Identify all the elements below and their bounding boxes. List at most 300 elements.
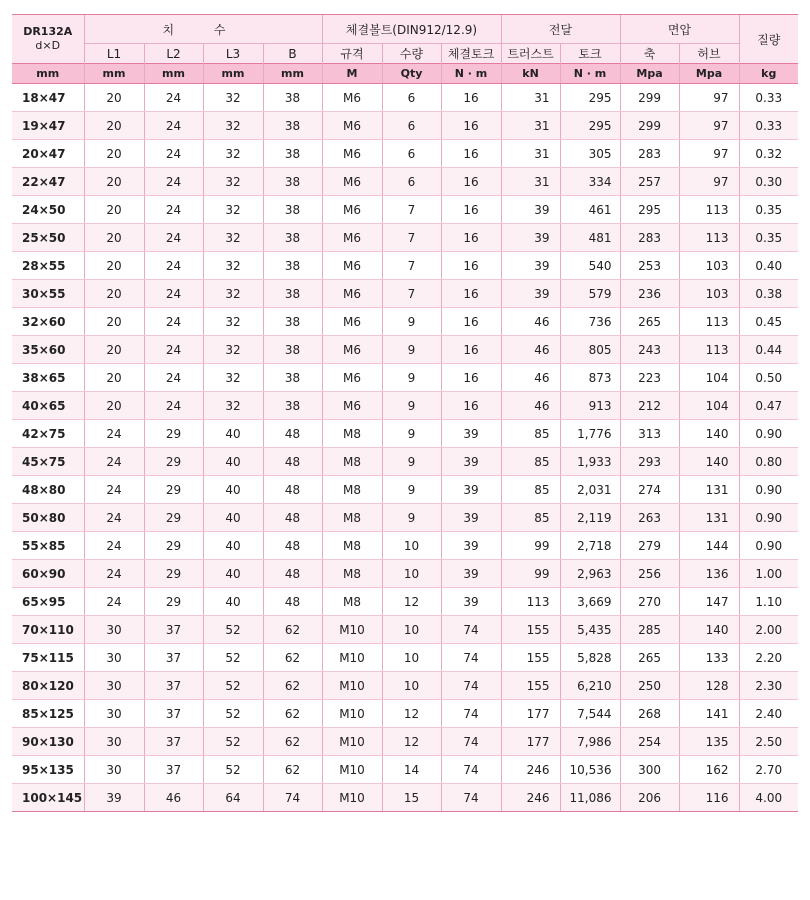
cell-hub-pressure: 97 — [679, 112, 739, 140]
cell-size: 45×75 — [12, 448, 84, 476]
cell-shaft-pressure: 212 — [620, 392, 679, 420]
cell-l3: 32 — [203, 168, 263, 196]
cell-l2: 29 — [144, 504, 203, 532]
cell-l1: 20 — [84, 252, 144, 280]
cell-l3: 32 — [203, 336, 263, 364]
cell-tightening-torque: 39 — [441, 504, 501, 532]
cell-l3: 32 — [203, 84, 263, 112]
cell-thrust: 155 — [501, 616, 560, 644]
cell-weight: 0.30 — [739, 168, 798, 196]
cell-weight: 0.44 — [739, 336, 798, 364]
cell-torque: 461 — [560, 196, 620, 224]
table-row — [12, 532, 798, 560]
cell-size: 95×135 — [12, 756, 84, 784]
cell-l2: 37 — [144, 756, 203, 784]
dimensions-group-header: 치 수 — [84, 15, 322, 44]
table-row — [12, 168, 798, 196]
cell-l1: 20 — [84, 140, 144, 168]
cell-shaft-pressure: 223 — [620, 364, 679, 392]
cell-weight: 0.90 — [739, 504, 798, 532]
cell-thrust: 46 — [501, 364, 560, 392]
cell-l3: 52 — [203, 700, 263, 728]
cell-shaft-pressure: 299 — [620, 84, 679, 112]
sub-header-tightening-torque: 체결토크 — [441, 44, 501, 64]
cell-bolt-size: M6 — [322, 168, 382, 196]
cell-torque: 295 — [560, 112, 620, 140]
cell-l2: 46 — [144, 784, 203, 812]
unit-cell: kg — [739, 64, 798, 84]
cell-shaft-pressure: 299 — [620, 112, 679, 140]
cell-thrust: 155 — [501, 672, 560, 700]
cell-size: 25×50 — [12, 224, 84, 252]
table-row — [12, 560, 798, 588]
table-row — [12, 140, 798, 168]
table-row — [12, 700, 798, 728]
cell-bolt-qty: 9 — [382, 392, 441, 420]
cell-bolt-size: M6 — [322, 196, 382, 224]
cell-torque: 5,435 — [560, 616, 620, 644]
cell-tightening-torque: 16 — [441, 392, 501, 420]
table-row — [12, 420, 798, 448]
cell-tightening-torque: 74 — [441, 728, 501, 756]
cell-shaft-pressure: 265 — [620, 308, 679, 336]
cell-l3: 32 — [203, 392, 263, 420]
cell-l1: 20 — [84, 364, 144, 392]
cell-bolt-size: M8 — [322, 476, 382, 504]
cell-l1: 24 — [84, 476, 144, 504]
cell-l1: 30 — [84, 700, 144, 728]
cell-l1: 20 — [84, 168, 144, 196]
cell-bolt-size: M10 — [322, 700, 382, 728]
cell-size: 65×95 — [12, 588, 84, 616]
cell-thrust: 99 — [501, 532, 560, 560]
cell-l1: 20 — [84, 336, 144, 364]
cell-l2: 37 — [144, 644, 203, 672]
cell-hub-pressure: 113 — [679, 196, 739, 224]
cell-tightening-torque: 16 — [441, 196, 501, 224]
cell-l2: 29 — [144, 448, 203, 476]
cell-bolt-qty: 9 — [382, 308, 441, 336]
cell-b: 62 — [263, 756, 322, 784]
cell-l2: 24 — [144, 84, 203, 112]
transmission-group-header: 전달 — [501, 15, 620, 44]
cell-torque: 805 — [560, 336, 620, 364]
cell-size: 75×115 — [12, 644, 84, 672]
cell-bolt-size: M6 — [322, 280, 382, 308]
cell-torque: 7,544 — [560, 700, 620, 728]
cell-weight: 0.90 — [739, 532, 798, 560]
cell-l3: 52 — [203, 756, 263, 784]
cell-b: 48 — [263, 504, 322, 532]
cell-bolt-size: M10 — [322, 784, 382, 812]
cell-size: 48×80 — [12, 476, 84, 504]
table-row — [12, 84, 798, 112]
cell-hub-pressure: 103 — [679, 280, 739, 308]
cell-weight: 0.33 — [739, 112, 798, 140]
unit-cell: M — [322, 64, 382, 84]
table-row — [12, 308, 798, 336]
cell-l2: 24 — [144, 112, 203, 140]
cell-thrust: 85 — [501, 504, 560, 532]
cell-thrust: 155 — [501, 644, 560, 672]
cell-hub-pressure: 97 — [679, 84, 739, 112]
cell-tightening-torque: 16 — [441, 364, 501, 392]
cell-weight: 2.50 — [739, 728, 798, 756]
cell-bolt-qty: 9 — [382, 448, 441, 476]
cell-size: 100×145 — [12, 784, 84, 812]
cell-l1: 30 — [84, 672, 144, 700]
cell-weight: 2.70 — [739, 756, 798, 784]
cell-bolt-size: M8 — [322, 560, 382, 588]
cell-l1: 24 — [84, 532, 144, 560]
cell-bolt-size: M10 — [322, 672, 382, 700]
cell-bolt-size: M6 — [322, 392, 382, 420]
cell-tightening-torque: 39 — [441, 560, 501, 588]
cell-thrust: 85 — [501, 420, 560, 448]
cell-size: 80×120 — [12, 672, 84, 700]
cell-l2: 24 — [144, 252, 203, 280]
cell-tightening-torque: 16 — [441, 224, 501, 252]
cell-l1: 20 — [84, 280, 144, 308]
cell-weight: 0.38 — [739, 280, 798, 308]
cell-l1: 20 — [84, 308, 144, 336]
cell-size: 32×60 — [12, 308, 84, 336]
cell-l1: 30 — [84, 728, 144, 756]
cell-hub-pressure: 113 — [679, 336, 739, 364]
unit-cell: Qty — [382, 64, 441, 84]
cell-thrust: 46 — [501, 392, 560, 420]
sub-header-thrust: 트러스트 — [501, 44, 560, 64]
cell-hub-pressure: 140 — [679, 420, 739, 448]
cell-bolt-size: M6 — [322, 84, 382, 112]
cell-l3: 40 — [203, 588, 263, 616]
cell-l3: 32 — [203, 280, 263, 308]
cell-bolt-size: M10 — [322, 644, 382, 672]
cell-b: 62 — [263, 700, 322, 728]
table-row — [12, 504, 798, 532]
cell-bolt-qty: 6 — [382, 168, 441, 196]
cell-hub-pressure: 140 — [679, 448, 739, 476]
cell-b: 38 — [263, 224, 322, 252]
cell-weight: 0.32 — [739, 140, 798, 168]
cell-torque: 2,031 — [560, 476, 620, 504]
cell-bolt-qty: 7 — [382, 196, 441, 224]
cell-hub-pressure: 97 — [679, 168, 739, 196]
cell-l3: 64 — [203, 784, 263, 812]
cell-hub-pressure: 131 — [679, 476, 739, 504]
unit-cell: N · m — [441, 64, 501, 84]
cell-shaft-pressure: 295 — [620, 196, 679, 224]
cell-b: 62 — [263, 616, 322, 644]
cell-l3: 40 — [203, 560, 263, 588]
cell-torque: 10,536 — [560, 756, 620, 784]
cell-hub-pressure: 128 — [679, 672, 739, 700]
cell-bolt-size: M10 — [322, 756, 382, 784]
cell-hub-pressure: 140 — [679, 616, 739, 644]
cell-l3: 32 — [203, 364, 263, 392]
cell-size: 30×55 — [12, 280, 84, 308]
cell-torque: 3,669 — [560, 588, 620, 616]
cell-l2: 24 — [144, 392, 203, 420]
model-header — [12, 15, 84, 64]
cell-weight: 0.33 — [739, 84, 798, 112]
cell-thrust: 31 — [501, 112, 560, 140]
sub-header-l3: L3 — [203, 44, 263, 64]
cell-shaft-pressure: 293 — [620, 448, 679, 476]
cell-b: 38 — [263, 168, 322, 196]
cell-l3: 40 — [203, 532, 263, 560]
cell-bolt-qty: 7 — [382, 224, 441, 252]
table-row — [12, 728, 798, 756]
cell-tightening-torque: 16 — [441, 280, 501, 308]
table-row — [12, 336, 798, 364]
cell-hub-pressure: 103 — [679, 252, 739, 280]
cell-shaft-pressure: 257 — [620, 168, 679, 196]
cell-size: 50×80 — [12, 504, 84, 532]
cell-l3: 32 — [203, 224, 263, 252]
cell-b: 48 — [263, 532, 322, 560]
cell-tightening-torque: 74 — [441, 756, 501, 784]
cell-bolt-qty: 10 — [382, 532, 441, 560]
cell-thrust: 39 — [501, 224, 560, 252]
cell-shaft-pressure: 285 — [620, 616, 679, 644]
cell-size: 70×110 — [12, 616, 84, 644]
cell-weight: 2.30 — [739, 672, 798, 700]
cell-bolt-size: M8 — [322, 532, 382, 560]
cell-bolt-qty: 10 — [382, 560, 441, 588]
cell-b: 48 — [263, 560, 322, 588]
cell-l2: 24 — [144, 336, 203, 364]
cell-hub-pressure: 147 — [679, 588, 739, 616]
cell-weight: 0.35 — [739, 196, 798, 224]
table-row — [12, 280, 798, 308]
cell-weight: 0.90 — [739, 420, 798, 448]
cell-bolt-qty: 9 — [382, 336, 441, 364]
cell-torque: 540 — [560, 252, 620, 280]
cell-shaft-pressure: 243 — [620, 336, 679, 364]
cell-shaft-pressure: 236 — [620, 280, 679, 308]
cell-torque: 481 — [560, 224, 620, 252]
cell-bolt-size: M6 — [322, 140, 382, 168]
unit-cell: mm — [263, 64, 322, 84]
cell-b: 38 — [263, 308, 322, 336]
cell-tightening-torque: 16 — [441, 168, 501, 196]
sub-header-hub: 허브 — [679, 44, 739, 64]
cell-l1: 24 — [84, 504, 144, 532]
bolt-group-header: 체결볼트(DIN912/12.9) — [322, 15, 501, 44]
cell-weight: 1.00 — [739, 560, 798, 588]
cell-bolt-size: M8 — [322, 420, 382, 448]
cell-bolt-size: M10 — [322, 728, 382, 756]
sub-header-l1: L1 — [84, 44, 144, 64]
cell-b: 38 — [263, 392, 322, 420]
cell-l3: 40 — [203, 420, 263, 448]
table-row — [12, 476, 798, 504]
cell-l1: 24 — [84, 420, 144, 448]
cell-torque: 295 — [560, 84, 620, 112]
cell-hub-pressure: 97 — [679, 140, 739, 168]
cell-thrust: 46 — [501, 336, 560, 364]
cell-shaft-pressure: 274 — [620, 476, 679, 504]
cell-l2: 24 — [144, 224, 203, 252]
cell-thrust: 99 — [501, 560, 560, 588]
cell-b: 62 — [263, 728, 322, 756]
cell-torque: 913 — [560, 392, 620, 420]
cell-size: 24×50 — [12, 196, 84, 224]
weight-header: 질량 — [739, 15, 798, 64]
table-row — [12, 588, 798, 616]
cell-tightening-torque: 39 — [441, 532, 501, 560]
cell-tightening-torque: 74 — [441, 672, 501, 700]
cell-bolt-qty: 15 — [382, 784, 441, 812]
table-row — [12, 196, 798, 224]
cell-thrust: 31 — [501, 168, 560, 196]
cell-l3: 52 — [203, 672, 263, 700]
cell-l2: 24 — [144, 364, 203, 392]
cell-bolt-qty: 6 — [382, 84, 441, 112]
cell-b: 48 — [263, 420, 322, 448]
cell-l2: 37 — [144, 700, 203, 728]
cell-b: 48 — [263, 588, 322, 616]
cell-bolt-qty: 7 — [382, 252, 441, 280]
cell-bolt-size: M6 — [322, 224, 382, 252]
cell-tightening-torque: 74 — [441, 644, 501, 672]
cell-shaft-pressure: 270 — [620, 588, 679, 616]
cell-l2: 29 — [144, 532, 203, 560]
cell-bolt-size: M10 — [322, 616, 382, 644]
cell-b: 38 — [263, 280, 322, 308]
cell-torque: 1,933 — [560, 448, 620, 476]
cell-tightening-torque: 39 — [441, 588, 501, 616]
cell-shaft-pressure: 283 — [620, 224, 679, 252]
cell-l3: 52 — [203, 616, 263, 644]
cell-l1: 20 — [84, 112, 144, 140]
unit-cell: mm — [84, 64, 144, 84]
cell-bolt-qty: 6 — [382, 140, 441, 168]
cell-weight: 0.45 — [739, 308, 798, 336]
table-row — [12, 784, 798, 812]
cell-bolt-qty: 14 — [382, 756, 441, 784]
cell-b: 62 — [263, 672, 322, 700]
cell-l1: 30 — [84, 616, 144, 644]
sub-header-bolt-qty: 수량 — [382, 44, 441, 64]
cell-hub-pressure: 141 — [679, 700, 739, 728]
cell-thrust: 46 — [501, 308, 560, 336]
cell-weight: 4.00 — [739, 784, 798, 812]
cell-size: 18×47 — [12, 84, 84, 112]
cell-hub-pressure: 116 — [679, 784, 739, 812]
cell-torque: 5,828 — [560, 644, 620, 672]
cell-thrust: 39 — [501, 196, 560, 224]
cell-l2: 24 — [144, 280, 203, 308]
cell-tightening-torque: 16 — [441, 336, 501, 364]
table-row — [12, 448, 798, 476]
model-name: DR132A — [23, 25, 73, 38]
cell-shaft-pressure: 254 — [620, 728, 679, 756]
cell-bolt-size: M6 — [322, 252, 382, 280]
cell-size: 90×130 — [12, 728, 84, 756]
cell-hub-pressure: 113 — [679, 308, 739, 336]
cell-b: 38 — [263, 112, 322, 140]
cell-bolt-size: M6 — [322, 308, 382, 336]
table-row — [12, 616, 798, 644]
cell-size: 20×47 — [12, 140, 84, 168]
cell-shaft-pressure: 300 — [620, 756, 679, 784]
cell-l1: 20 — [84, 196, 144, 224]
table-header — [12, 15, 798, 84]
cell-hub-pressure: 113 — [679, 224, 739, 252]
cell-weight: 0.40 — [739, 252, 798, 280]
cell-shaft-pressure: 256 — [620, 560, 679, 588]
cell-torque: 11,086 — [560, 784, 620, 812]
cell-bolt-size: M6 — [322, 336, 382, 364]
cell-tightening-torque: 39 — [441, 448, 501, 476]
cell-hub-pressure: 135 — [679, 728, 739, 756]
cell-bolt-qty: 9 — [382, 364, 441, 392]
cell-weight: 0.47 — [739, 392, 798, 420]
cell-l2: 29 — [144, 476, 203, 504]
cell-bolt-qty: 10 — [382, 644, 441, 672]
cell-bolt-qty: 9 — [382, 476, 441, 504]
cell-l2: 37 — [144, 728, 203, 756]
cell-size: 60×90 — [12, 560, 84, 588]
cell-tightening-torque: 74 — [441, 784, 501, 812]
cell-b: 38 — [263, 252, 322, 280]
cell-hub-pressure: 104 — [679, 364, 739, 392]
cell-size: 19×47 — [12, 112, 84, 140]
spec-table-container — [12, 14, 798, 812]
cell-thrust: 113 — [501, 588, 560, 616]
unit-cell: kN — [501, 64, 560, 84]
cell-l1: 30 — [84, 756, 144, 784]
cell-l2: 29 — [144, 588, 203, 616]
cell-bolt-size: M8 — [322, 448, 382, 476]
cell-l1: 39 — [84, 784, 144, 812]
cell-l2: 37 — [144, 616, 203, 644]
table-row — [12, 756, 798, 784]
cell-l3: 40 — [203, 476, 263, 504]
cell-weight: 2.00 — [739, 616, 798, 644]
cell-shaft-pressure: 253 — [620, 252, 679, 280]
cell-tightening-torque: 16 — [441, 112, 501, 140]
cell-tightening-torque: 39 — [441, 420, 501, 448]
cell-bolt-qty: 10 — [382, 616, 441, 644]
cell-bolt-qty: 12 — [382, 700, 441, 728]
cell-shaft-pressure: 268 — [620, 700, 679, 728]
cell-size: 85×125 — [12, 700, 84, 728]
cell-l3: 52 — [203, 644, 263, 672]
cell-torque: 2,119 — [560, 504, 620, 532]
cell-l1: 24 — [84, 588, 144, 616]
cell-weight: 1.10 — [739, 588, 798, 616]
cell-torque: 7,986 — [560, 728, 620, 756]
cell-b: 62 — [263, 644, 322, 672]
cell-l1: 20 — [84, 224, 144, 252]
cell-hub-pressure: 133 — [679, 644, 739, 672]
sub-header-shaft: 축 — [620, 44, 679, 64]
cell-bolt-qty: 10 — [382, 672, 441, 700]
cell-torque: 873 — [560, 364, 620, 392]
cell-weight: 0.35 — [739, 224, 798, 252]
cell-l1: 20 — [84, 392, 144, 420]
cell-b: 38 — [263, 196, 322, 224]
cell-hub-pressure: 131 — [679, 504, 739, 532]
cell-b: 38 — [263, 364, 322, 392]
cell-tightening-torque: 16 — [441, 308, 501, 336]
cell-l3: 40 — [203, 448, 263, 476]
cell-size: 35×60 — [12, 336, 84, 364]
cell-size: 55×85 — [12, 532, 84, 560]
